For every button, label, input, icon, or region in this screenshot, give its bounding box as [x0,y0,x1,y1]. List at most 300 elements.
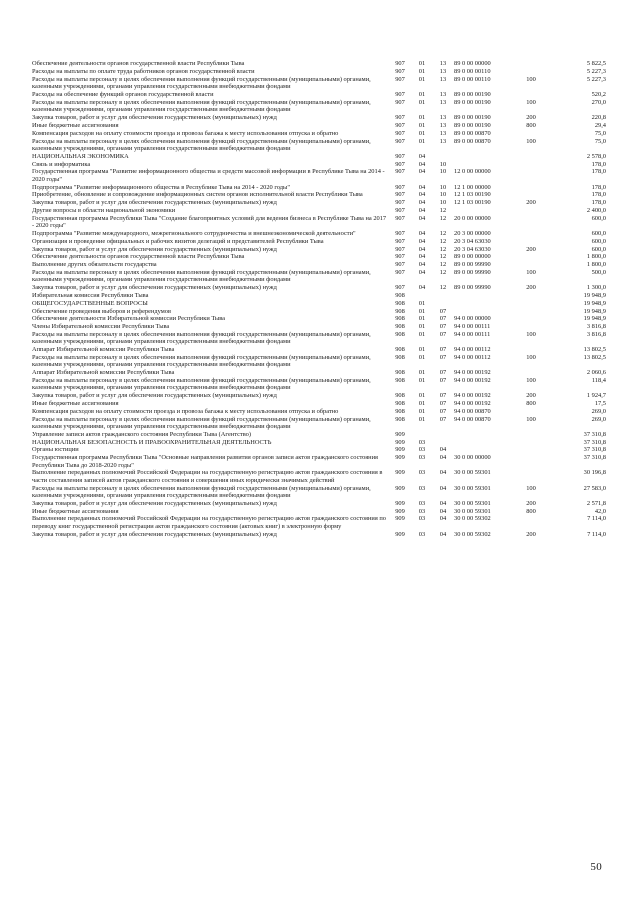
row-csr: 20 0 00 00000 [454,214,491,222]
table-row [32,415,606,430]
row-ved: 908 [395,392,405,400]
row-pr: 13 [439,91,447,99]
row-name: Расходы на выплаты персоналу в целях обеспечения выполнения функций государственными (муниципальными) органами, казенными учреждениями, органами управления государственными внебюджетными фондами [32,415,371,430]
table-row [32,99,606,114]
table-row [32,307,606,315]
row-name: Расходы на выплаты персоналу в целях обеспечения выполнения функций государственными (муниципальными) органами, казенными учреждениями, органами управления государственными внебюджетными фондами [32,268,371,284]
row-sum: 19 948,9 [583,299,606,307]
row-csr: 89 0 00 00190 [454,98,491,106]
row-pr: 10 [439,168,447,176]
row-sum: 37 310,8 [583,438,606,446]
row-vr [518,230,544,238]
row-rz: 03 [418,530,426,538]
row-pr: 12 [439,268,447,276]
row-rz: 01 [418,114,426,122]
row-csr: 94 0 00 00000 [454,315,491,323]
row-csr [454,299,518,307]
row-name: Управление записи актов гражданского состояния Республики Тыва (Агентство) [32,430,251,438]
row-name: Закупка товаров, работ и услуг для обеспечения государственных (муниципальных) нужд [32,114,277,122]
row-rz: 04 [418,160,426,168]
row-csr: 89 0 00 00190 [454,114,491,122]
row-vr: 200 [526,199,536,207]
row-sum: 220,8 [591,114,606,122]
row-sum: 1 300,0 [586,284,606,292]
row-ved: 908 [395,307,405,315]
row-rz: 01 [418,60,426,68]
row-rz: 01 [418,137,426,145]
row-pr: 07 [439,315,447,323]
page-number: 50 [590,861,602,873]
row-ved: 907 [395,129,405,137]
row-rz: 03 [418,454,426,462]
row-rz: 04 [418,237,426,245]
row-ved: 907 [395,268,405,276]
row-pr: 04 [439,499,447,507]
row-csr: 94 0 00 00192 [454,376,491,384]
row-name: Иные бюджетные ассигнования [32,507,119,515]
row-ved: 907 [395,91,405,99]
row-ved: 908 [395,323,405,331]
row-vr: 100 [526,353,536,361]
row-rz: 01 [418,299,426,307]
row-pr: 07 [439,353,447,361]
row-vr: 800 [526,121,536,129]
row-rz: 01 [418,369,426,377]
row-name: Выполнение других обязательств государства [32,261,157,269]
table-row [32,261,606,269]
row-csr: 89 0 00 00190 [454,91,491,99]
row-rz: 01 [418,415,426,423]
row-sum: 5 822,5 [586,60,606,68]
row-vr: 200 [526,530,536,538]
row-ved: 909 [395,515,405,523]
row-vr [518,407,544,415]
row-name: Обеспечение деятельности органов государственной власти Республики Тыва [32,60,245,68]
row-name: Расходы на выплаты персоналу в целях обеспечения выполнения функций государственными (муниципальными) органами, казенными учреждениями, органами управления государственными внебюджетными фондами [32,98,371,114]
row-sum: 30 196,8 [583,469,606,477]
row-csr: 89 0 00 00190 [454,121,491,129]
row-name: НАЦИОНАЛЬНАЯ ЭКОНОМИКА [32,152,129,160]
row-name: Органы юстиции [32,446,79,454]
table-row [32,137,606,152]
row-pr: 12 [439,229,447,237]
row-csr: 12 1 03 00190 [454,191,491,199]
row-csr: 94 0 00 00112 [454,346,491,354]
row-ved: 909 [395,469,405,477]
table-row [32,214,606,229]
row-sum: 75,0 [594,129,606,137]
row-ved: 909 [395,484,405,492]
row-pr: 12 [439,214,447,222]
row-name: Государственная программа Республики Тыва "Создание благоприятных условий для ведения бизнеса в Республике Тыва на 2017 - 2020 годы" [32,214,387,230]
row-name: Связь и информатика [32,160,91,168]
table-row [32,269,606,284]
row-pr: 04 [439,484,447,492]
row-csr: 94 0 00 00111 [454,323,491,331]
row-csr: 30 0 00 59302 [454,530,491,538]
row-ved: 907 [395,183,405,191]
row-vr [518,237,544,245]
row-vr [518,152,544,160]
row-pr: 07 [439,376,447,384]
row-pr: 10 [439,160,447,168]
row-ved: 907 [395,137,405,145]
row-ved: 909 [395,438,405,446]
row-csr: 30 0 00 59301 [454,499,491,507]
row-csr [454,207,518,215]
row-sum: 37 310,8 [583,446,606,454]
table-row [32,507,606,515]
row-csr: 89 0 00 00000 [454,253,491,261]
row-vr: 100 [526,75,536,83]
row-vr [518,60,544,68]
row-rz: 01 [418,399,426,407]
row-ved: 908 [395,407,405,415]
row-name: Государственная программа Республики Тыва "Основные направления развития органов записи актов гражданского состояния Республики Тыва до 2018-2020 годы" [32,454,378,469]
table-row [32,392,606,400]
row-vr: 800 [526,507,536,515]
row-rz [412,292,432,300]
row-ved: 908 [395,376,405,384]
row-rz: 01 [418,68,426,76]
row-ved: 907 [395,214,405,222]
row-csr: 12 0 00 00000 [454,168,491,176]
row-csr: 94 0 00 00870 [454,415,491,423]
row-csr: 89 0 00 99990 [454,284,491,292]
row-vr: 200 [526,114,536,122]
row-vr [518,369,544,377]
row-name: Закупка товаров, работ и услуг для обеспечения государственных (муниципальных) нужд [32,245,277,253]
row-rz: 04 [418,261,426,269]
row-ved: 907 [395,191,405,199]
row-name: Компенсация расходов на оплату стоимости проезда и провоза багажа к месту использования отпуска и обратно [32,407,339,415]
table-row [32,299,606,307]
table-row [32,438,606,446]
row-name: Другие вопросы в области национальной экономики [32,206,176,214]
row-rz: 01 [418,315,426,323]
row-pr: 07 [439,323,447,331]
row-csr: 94 0 00 00870 [454,407,491,415]
table-row [32,245,606,253]
row-name: Расходы на выплаты персоналу в целях обеспечения выполнения функций государственными (муниципальными) органами, казенными учреждениями, органами управления государственными внебюджетными фондами [32,137,371,152]
row-pr: 10 [439,199,447,207]
row-vr [518,315,544,323]
row-vr [518,214,544,229]
table-row [32,369,606,377]
row-rz: 04 [418,268,426,276]
table-row [32,183,606,191]
row-csr: 30 0 00 00000 [454,454,491,462]
row-csr: 89 0 00 00870 [454,129,491,137]
table-row [32,122,606,130]
row-sum: 13 802,5 [583,346,606,354]
row-rz: 01 [418,376,426,384]
row-vr: 200 [526,499,536,507]
row-ved: 907 [395,253,405,261]
table-row [32,446,606,454]
row-pr: 04 [439,515,447,523]
row-rz: 03 [418,515,426,523]
row-pr: 12 [439,206,447,214]
row-rz: 04 [418,183,426,191]
table-row [32,191,606,199]
row-name: Компенсация расходов на оплату стоимости проезда и провоза багажа к месту использования отпуска и обратно [32,129,339,137]
row-csr: 89 0 00 99990 [454,261,491,269]
row-sum: 19 948,9 [583,307,606,315]
row-rz: 01 [418,346,426,354]
row-ved: 909 [395,454,405,462]
row-sum: 269,0 [591,415,606,423]
row-name: Закупка товаров, работ и услуг для обеспечения государственных (муниципальных) нужд [32,199,277,207]
row-sum: 178,0 [591,160,606,168]
row-sum: 19 948,9 [583,315,606,323]
row-vr [518,261,544,269]
row-vr [518,191,544,199]
row-pr [432,299,454,307]
row-name: Расходы на выплаты персоналу в целях обеспечения выполнения функций государственными (муниципальными) органами, казенными учреждениями, органами управления государственными внебюджетными фондами [32,330,371,346]
row-name: Подпрограмма "Развитие информационного общества в Республике Тыва на 2014 - 2020 годы" [32,183,290,191]
row-vr: 100 [526,330,536,338]
row-csr: 30 0 00 59302 [454,515,491,523]
row-pr: 13 [439,137,447,145]
row-pr: 13 [439,98,447,106]
row-ved: 907 [395,114,405,122]
row-rz: 03 [418,484,426,492]
row-sum: 5 227,3 [586,68,606,76]
row-name: Члены Избирательной комиссии Республики Тыва [32,323,170,331]
table-row [32,152,606,160]
row-name: Организация и проведение официальных и рабочих визитов делегаций и представителей Республики Тыва [32,237,324,245]
row-pr: 04 [439,507,447,515]
budget-table [32,60,606,538]
row-rz: 03 [418,507,426,515]
row-name: Приобретение, обновление и сопровождение информационных систем органов исполнительной власти Республики Тыва [32,191,363,199]
row-vr: 100 [526,98,536,106]
table-row [32,76,606,91]
row-ved: 909 [395,507,405,515]
row-pr: 12 [439,245,447,253]
row-rz: 01 [418,307,426,315]
table-row [32,354,606,369]
row-pr: 12 [439,261,447,269]
row-sum: 1 924,7 [586,392,606,400]
row-ved: 907 [395,237,405,245]
row-ved: 908 [395,415,405,423]
row-csr: 12 1 00 00000 [454,183,491,191]
row-ved: 909 [395,430,405,438]
row-vr: 100 [526,268,536,276]
row-pr: 04 [439,530,447,538]
row-csr: 20 3 00 00000 [454,229,491,237]
row-rz: 01 [418,75,426,83]
table-row [32,331,606,346]
row-name: Расходы на выплаты по оплате труда работников органов государственной власти [32,68,255,76]
row-sum: 2 578,0 [586,152,606,160]
row-sum: 42,0 [594,507,606,515]
row-vr [518,446,544,454]
row-name: Подпрограмма "Развитие международного, межрегионального сотрудничества и внешнеэкономической деятельности" [32,229,356,237]
row-vr: 100 [526,484,536,492]
table-row [32,168,606,183]
row-name: Аппарат Избирательной комиссии Республики Тыва [32,369,175,377]
row-pr: 07 [439,346,447,354]
row-ved: 907 [395,121,405,129]
row-vr [518,299,544,307]
table-row [32,199,606,207]
row-vr [518,515,544,530]
row-vr: 200 [526,284,536,292]
row-ved: 907 [395,68,405,76]
row-name: Иные бюджетные ассигнования [32,399,119,407]
row-ved: 907 [395,206,405,214]
row-pr: 13 [439,121,447,129]
row-csr: 94 0 00 00112 [454,353,491,361]
row-vr: 100 [526,376,536,384]
row-rz: 01 [418,121,426,129]
row-sum: 7 114,0 [587,515,606,523]
row-name: Государственная программа "Развитие информационного общества и средств массовой информации в Республике Тыва на 2014 - 2020 годы" [32,168,385,183]
row-sum: 600,0 [591,214,606,222]
row-pr: 13 [439,114,447,122]
row-vr: 100 [526,415,536,423]
row-sum: 7 114,0 [587,530,606,538]
row-csr [454,446,518,454]
row-ved: 909 [395,499,405,507]
row-pr: 07 [439,369,447,377]
row-rz: 03 [418,499,426,507]
row-csr [454,292,518,300]
row-rz: 04 [418,191,426,199]
row-sum: 3 816,8 [586,323,606,331]
table-row [32,91,606,99]
row-name: ОБЩЕГОСУДАРСТВЕННЫЕ ВОПРОСЫ [32,299,148,307]
row-sum: 178,0 [591,183,606,191]
row-name: Обеспечение деятельности Избирательной комиссии Республики Тыва [32,315,225,323]
row-name: Обеспечение проведения выборов и референдумов [32,307,171,315]
row-csr [454,430,518,438]
row-csr: 89 0 00 00110 [454,75,491,83]
row-rz: 03 [418,469,426,477]
row-name: Обеспечение деятельности органов государственной власти Республики Тыва [32,253,245,261]
row-name: Расходы на выплаты персоналу в целях обеспечения выполнения функций государственными (муниципальными) органами, казенными учреждениями, органами управления государственными внебюджетными фондами [32,353,371,369]
row-name: Закупка товаров, работ и услуг для обеспечения государственных (муниципальных) нужд [32,284,277,292]
row-ved: 908 [395,299,405,307]
row-rz: 04 [418,206,426,214]
row-ved: 908 [395,399,405,407]
row-sum: 600,0 [591,237,606,245]
row-sum: 600,0 [591,229,606,237]
row-sum: 13 802,5 [583,353,606,361]
table-row [32,407,606,415]
row-vr [518,292,544,300]
row-sum: 27 583,0 [583,484,606,492]
row-sum: 37 310,8 [583,454,606,462]
row-vr: 200 [526,392,536,400]
row-ved: 907 [395,199,405,207]
row-rz: 03 [418,438,426,446]
row-csr: 20 3 04 63030 [454,245,491,253]
row-sum: 1 800,0 [586,253,606,261]
row-pr: 07 [439,330,447,338]
table-row [32,400,606,408]
row-rz: 01 [418,98,426,106]
row-rz: 01 [418,129,426,137]
row-ved: 908 [395,346,405,354]
row-rz: 01 [418,330,426,338]
row-pr: 13 [439,75,447,83]
row-sum: 178,0 [591,168,606,176]
row-pr: 12 [439,237,447,245]
row-vr [518,68,544,76]
row-vr [518,438,544,446]
row-name: Выполнение переданных полномочий Российской Федерации на государственную регистрацию актов гражданского состояния по переводу книг государственной регистрации актов гражданского состояния (актовых книг) в электронную форму [32,515,386,530]
row-rz: 04 [418,168,426,176]
row-ved: 907 [395,168,405,176]
row-name: Избирательная комиссия Республики Тыва [32,291,149,299]
row-rz [412,430,432,438]
row-pr: 13 [439,129,447,137]
row-rz: 04 [418,199,426,207]
row-sum: 19 948,9 [583,291,606,299]
row-sum: 270,0 [591,98,606,106]
row-ved: 907 [395,229,405,237]
row-name: Расходы на выплаты персоналу в целях обеспечения выполнения функций государственными (муниципальными) органами, казенными учреждениями, органами управления государственными внебюджетными фондами [32,376,371,392]
row-csr: 94 0 00 00192 [454,399,491,407]
row-vr [518,207,544,215]
row-rz: 04 [418,152,426,160]
row-sum: 520,2 [591,91,606,99]
row-vr [518,168,544,183]
row-ved: 907 [395,284,405,292]
row-name: НАЦИОНАЛЬНАЯ БЕЗОПАСНОСТЬ И ПРАВООХРАНИТЕЛЬНАЯ ДЕЯТЕЛЬНОСТЬ [32,438,272,446]
row-pr: 07 [439,399,447,407]
row-name: Расходы на обеспечение функций органов государственной власти [32,91,214,99]
row-rz: 01 [418,392,426,400]
row-vr [518,430,544,438]
row-vr [518,129,544,137]
row-csr: 89 0 00 00000 [454,60,491,68]
row-sum: 29,4 [594,121,606,129]
row-ved: 907 [395,60,405,68]
row-vr [518,183,544,191]
table-row [32,454,606,469]
table-row [32,377,606,392]
table-row [32,207,606,215]
row-pr: 13 [439,68,447,76]
row-rz: 01 [418,91,426,99]
table-row [32,469,606,484]
budget-table-body [32,60,606,538]
row-sum: 17,5 [594,399,606,407]
row-name: Закупка товаров, работ и услуг для обеспечения государственных (муниципальных) нужд [32,530,277,538]
table-row [32,160,606,168]
table-row [32,237,606,245]
row-pr: 04 [439,469,447,477]
row-ved: 908 [395,369,405,377]
row-name: Выполнение переданных полномочий Российской Федерации на государственную регистрацию актов гражданского состояния в части составления записей актов гражданского состояния и совершения иных юридически значимых действий [32,469,383,484]
row-csr: 94 0 00 00111 [454,330,491,338]
table-row [32,484,606,499]
row-ved: 907 [395,152,405,160]
row-csr [454,160,518,168]
row-ved: 907 [395,245,405,253]
row-ved: 908 [395,353,405,361]
row-pr [432,152,454,160]
row-pr: 04 [439,454,447,462]
row-pr: 10 [439,183,447,191]
row-rz: 04 [418,245,426,253]
row-vr: 800 [526,399,536,407]
